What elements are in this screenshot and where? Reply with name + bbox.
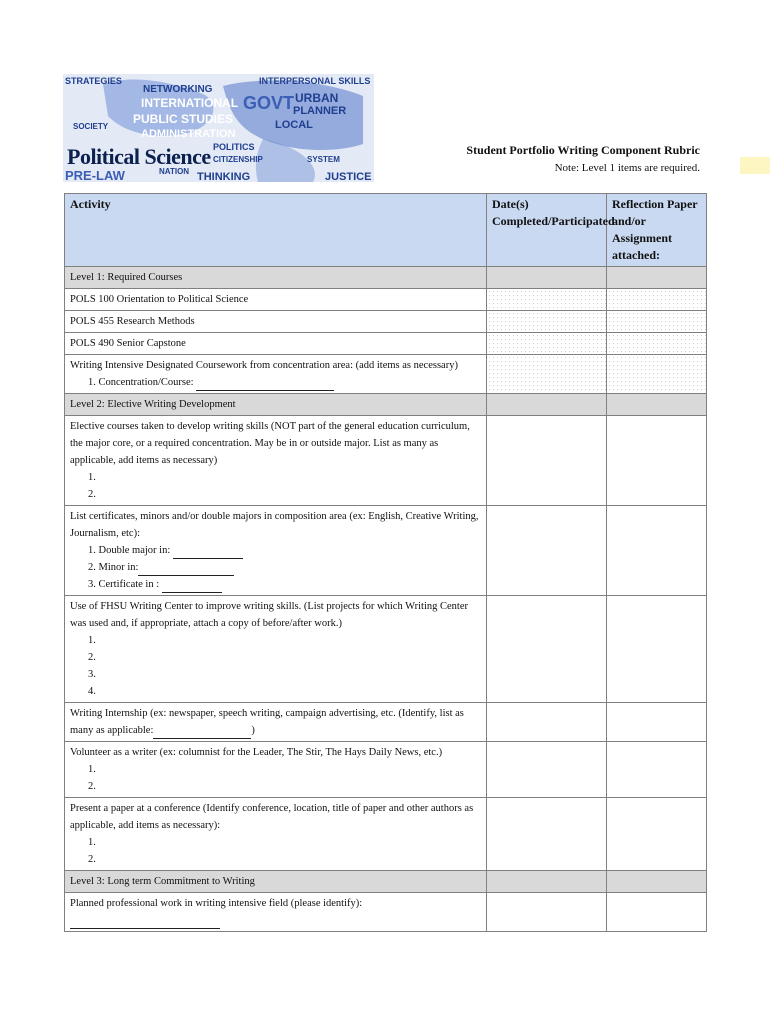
table-row [65, 355, 707, 394]
date-cell[interactable] [487, 893, 607, 932]
list-item: 4. [88, 686, 96, 697]
list-item: 1. [88, 837, 96, 848]
svg-text:SYSTEM: SYSTEM [307, 155, 340, 164]
planned-work-label: Planned professional work in writing intensive field (please identify): [70, 898, 363, 909]
date-cell[interactable] [487, 742, 607, 798]
level-2-row [65, 394, 707, 416]
margin-highlight [740, 157, 770, 174]
fill-in-line[interactable] [196, 379, 334, 391]
svg-text:STRATEGIES: STRATEGIES [65, 76, 122, 86]
date-cell[interactable] [487, 416, 607, 506]
level-3-row [65, 871, 707, 893]
table-header-row [65, 194, 707, 267]
list-item: 2. [88, 854, 96, 865]
svg-text:GOVT: GOVT [243, 93, 295, 113]
date-cell[interactable] [487, 798, 607, 871]
reflection-cell[interactable] [607, 893, 707, 932]
fill-in-line[interactable] [173, 547, 243, 559]
table-row [65, 596, 707, 703]
level-2-label: Level 2: Elective Writing Development [65, 394, 487, 416]
svg-text:PLANNER: PLANNER [293, 105, 347, 117]
svg-text:SOCIETY: SOCIETY [73, 122, 109, 131]
svg-text:JUSTICE: JUSTICE [325, 171, 372, 182]
list-item: 2. [88, 652, 96, 663]
table-row [65, 798, 707, 871]
list-item: 3. [88, 669, 96, 680]
date-cell[interactable] [487, 703, 607, 742]
internship-close: ) [251, 725, 255, 736]
political-science-logo [63, 74, 374, 182]
svg-text:ADMINISTRATION: ADMINISTRATION [141, 128, 236, 140]
table-row [65, 742, 707, 798]
svg-text:NETWORKING: NETWORKING [143, 84, 213, 95]
svg-text:LOCAL: LOCAL [275, 119, 313, 131]
fill-in-line[interactable] [153, 727, 251, 739]
level-1-label: Level 1: Required Courses [65, 267, 487, 289]
column-header-activity: Activity [65, 194, 487, 267]
column-header-dates: Date(s) Completed/Participated [487, 194, 607, 267]
reflection-cell[interactable] [607, 703, 707, 742]
document-title: Student Portfolio Writing Component Rubric [466, 143, 700, 157]
svg-text:NATION: NATION [159, 167, 190, 176]
list-item: 1. Concentration/Course: [88, 377, 197, 388]
list-item: 2. [88, 781, 96, 792]
svg-text:CITIZENSHIP: CITIZENSHIP [213, 155, 263, 164]
reflection-cell[interactable] [607, 289, 707, 311]
conference-label: Present a paper at a conference (Identify conference, location, title of paper and other authors as applicable, add items as necessary): [70, 803, 474, 831]
svg-text:INTERNATIONAL: INTERNATIONAL [141, 96, 239, 110]
list-item: 3. Certificate in : [88, 579, 162, 590]
table-row [65, 416, 707, 506]
date-cell[interactable] [487, 596, 607, 703]
svg-text:PUBLIC STUDIES: PUBLIC STUDIES [133, 112, 234, 126]
list-item: 1. Double major in: [88, 545, 173, 556]
reflection-cell[interactable] [607, 311, 707, 333]
list-item: 1. [88, 764, 96, 775]
reflection-cell[interactable] [607, 742, 707, 798]
fill-in-line[interactable] [162, 581, 222, 593]
date-cell[interactable] [487, 506, 607, 596]
list-item: 2. Minor in: [88, 562, 139, 573]
rubric-table [64, 193, 707, 932]
pols490-label: POLS 490 Senior Capstone [65, 333, 487, 355]
pols455-label: POLS 455 Research Methods [65, 311, 487, 333]
list-item: 1. [88, 635, 96, 646]
reflection-cell[interactable] [607, 596, 707, 703]
fill-in-line[interactable] [70, 917, 220, 929]
date-cell[interactable] [487, 311, 607, 333]
table-row [65, 289, 707, 311]
svg-text:THINKING: THINKING [197, 171, 251, 182]
internship-label: Writing Internship (ex: newspaper, speech writing, campaign advertising, etc. (Identify, list as many as applicable: [70, 708, 464, 736]
reflection-cell[interactable] [607, 333, 707, 355]
elective-label: Elective courses taken to develop writing skills (NOT part of the general education curriculum, the major core, or a required concentration. May be in or outside major. List as many as applicable, add items as necessary) [70, 421, 470, 466]
reflection-cell[interactable] [607, 416, 707, 506]
date-cell[interactable] [487, 355, 607, 394]
table-row [65, 333, 707, 355]
svg-text:URBAN: URBAN [295, 91, 339, 105]
reflection-cell[interactable] [607, 355, 707, 394]
certificates-label: List certificates, minors and/or double majors in composition area (ex: English, Creative Writing, Journalism, etc): [70, 511, 479, 539]
table-row [65, 703, 707, 742]
table-row [65, 311, 707, 333]
table-row [65, 506, 707, 596]
document-note: Note: Level 1 items are required. [554, 162, 700, 174]
reflection-cell[interactable] [607, 506, 707, 596]
pols100-label: POLS 100 Orientation to Political Science [65, 289, 487, 311]
logo-title: Political Science [67, 144, 211, 169]
list-item: 2. [88, 489, 96, 500]
table-row [65, 893, 707, 932]
date-cell[interactable] [487, 289, 607, 311]
column-header-reflection: Reflection Paper and/or Assignment attached: [607, 194, 707, 267]
svg-text:POLITICS: POLITICS [213, 142, 255, 152]
level-3-label: Level 3: Long term Commitment to Writing [65, 871, 487, 893]
reflection-cell[interactable] [607, 798, 707, 871]
date-cell[interactable] [487, 333, 607, 355]
list-item: 1. [88, 472, 96, 483]
volunteer-label: Volunteer as a writer (ex: columnist for the Leader, The Stir, The Hays Daily News, etc.) [70, 747, 443, 758]
fill-in-line[interactable] [138, 564, 234, 576]
writing-intensive-label: Writing Intensive Designated Coursework from concentration area: (add items as necessary) [70, 360, 458, 371]
level-1-row [65, 267, 707, 289]
svg-text:INTERPERSONAL SKILLS: INTERPERSONAL SKILLS [259, 76, 371, 86]
svg-text:PRE-LAW: PRE-LAW [65, 168, 125, 182]
writing-center-label: Use of FHSU Writing Center to improve writing skills. (List projects for which Writing Center was used and, if appropriate, attach a copy of before/after work.) [70, 601, 469, 629]
